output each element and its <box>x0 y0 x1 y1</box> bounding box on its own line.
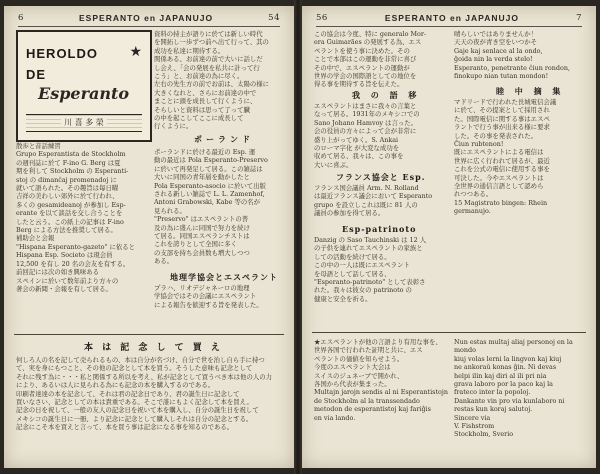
right-section-1-title: 我 の 語 移 <box>352 90 421 100</box>
left-page-marker: 54 <box>268 13 280 23</box>
heroldo-logo <box>16 30 152 142</box>
right-section-4-title: 睦 中 摘 集 <box>496 86 565 96</box>
logo-line-2: DE <box>26 67 47 82</box>
logo-line-1: HEROLDO <box>26 46 98 61</box>
left-column-a: 散歩と音話練習 Grupo Esperantista de Stockholm の週刊誌に於て F-ino G. Berg は夏 期を利して Stockholm の Esperanti- stoj の dimanĉaj promenadoj に 就いて語られた。その趣旨は毎日曜 吉祥の美わしい郊外に於て行われ、 多くの gesamideanoj が参加し Esp- erante を以て談話を交し合うことを したと云う。この紙上の記事は F-ino Berg による方法を推奨して居る。 補助会と会報 "Hispana Esperanto-gazeto" に依ると Hispana Esp. Societo は現会員 12,500 を有し 20 名の会友を有する。 前回記には次の如き興味ある スペインに於いて数年前より方々の 著会の新聞・会報を有して居る。 <box>16 142 136 293</box>
right-bottom-rule <box>312 332 586 333</box>
left-section-geo-title: 地理学協会とエスペラント <box>170 272 278 282</box>
right-bottom-left-text: ★エスペラントが他の言語より有用な事を、 世界各国で行われた証明と共に、エス ペラントの価値を知らせよう。 今度のエスペラント大会は スイスのジュネーブで開かれ、 各国から代表が集まった。 Multajn jarojn sendis al ni Esperantistojn de Stockholm al la transsendado metodon de esperantistoj kaj fariĝis en via lando. <box>314 338 448 422</box>
left-column-c: ポーランドに於ける最近の Esp. 運 動の最近は Pola Esperanto-Preservo に於いて再発足して居る。この雑誌は 大いに同国の青年層を動かしたと Pola Esperanto-asocio に於いて出版 される新しい雑誌で L. L. Zamenhof, Antoni Grabowski, Kabe 等の名が 見られる。 "Preservo" はエスペラントの普 及の為に盛んに同国で努力を続け て居る。同国エスペランチストは これを誇りとして全国に多く の支部を持ち会員数も増大しつつ ある。 <box>154 148 268 266</box>
star-icon: ★ <box>129 44 142 60</box>
left-page <box>4 6 294 468</box>
right-page <box>302 6 596 468</box>
right-page-number-right: 7 <box>576 13 582 23</box>
right-column-d: Danzig の Saso Tauchinski は 12 人 の子供を連れてエスペラントの家族と しての活動を続けて居る。 この中の一人は既にエスペラント を母語として話して居る、 "Esperanto-patrinoto" として表彰さ れた。我々は彼女の patrinoto の 健康と安全を祈る。 <box>314 236 427 303</box>
right-running-header <box>316 12 582 27</box>
left-running-header <box>18 12 280 27</box>
logo-subtitle-staff <box>26 114 142 132</box>
left-bottom-rule <box>14 334 284 335</box>
right-column-e: 晴らしいではありませんか！ 天天の夜が青き空をいつかそ Gaje kaj senlace al la ondo, ĝoida nin la verda stelo! Esperanto, penetrante ĉiun rondon, finokupo nian tutan mondon! <box>454 30 570 81</box>
left-bottom-title: 本 は 記 念 し て 買 え <box>84 343 223 353</box>
right-section-2-title: フランス協会と Esp. <box>336 172 426 182</box>
book-gutter <box>294 0 302 474</box>
right-bottom-right-text: Nun estas multaj aliaj personoj en la mondo kiuj volas lerni la lingvon kaj kiuj ne ankoraŭ konas ĝin. Ni devas helpi ilin kaj diri al ili pri nia grava laboro por la paco kaj la frateco inter la popoloj. Dankante vin pro via kunlaboro ni restas kun koraj salutoj. Sincere via V. Fishstrom Stockholm, Sverio <box>454 338 573 439</box>
left-column-d: プラハ、リオデジャネーロの地理 学協会ではその会議にエスペラント による報告を歓迎する旨を発表した。 <box>154 284 263 309</box>
left-section-poland-title: ポーランド <box>194 134 254 144</box>
left-running-title: ESPERANTO en JAPANUJO <box>79 13 214 23</box>
right-section-3-title: Esp-patrinoto <box>342 224 417 234</box>
right-column-c: フランス国会議員 Arm. N. Rolland は最近フランス議会において Esperanto grupo を設立しこれは既に 81 人の 議員の参加を得て居る。 <box>314 184 433 218</box>
right-column-b: エスペラントはまさに我々の言葉と なって居る。1931年のメキシコでの Sano Johano Hamvoy は言った。 会の役員の方々によって会が非常に 盛り上がってゆく。S. Ankai のローマ字化 が大変な成功を 収めて居る、我々は、この事を 大いに喜ぶ。 <box>314 102 420 169</box>
left-column-b: 資料の持主が語りに於ては新しい時代 を開拓し一歩ずつ前へ出て行って、其の 成功を私達に期待する。 関係ある、お前達の前で大いに話しだ し会え、「会の発展を私共に計って行 こう」と、お前達の為に尽く。 左右の先生方の前でお前は、太陽の様に 大きくなれと、さらにお前達の中で まことに頭を成長して行くように、 そらしいと資料は思って了って臓 の中を起こしてここに成長して 行くように。 <box>154 30 270 130</box>
logo-line-3: Esperanto <box>38 84 130 103</box>
left-page-number: 6 <box>18 13 24 23</box>
right-page-number-left: 56 <box>316 13 328 23</box>
logo-subtitle: 川 喜 多 榮 <box>61 118 107 127</box>
right-column-f: マドリードで行われた長城電信会議 に於て、その提案として採用され た。国際電信に関する事はエスペ ラントで行う事が出来る様に要求 した。その事を発表された。 Ĉiun rubtenon! 既にエスペラントによる電信は 世界に広く行われて居るが、最近 これを公式の電信に使用する事を 可決した。今やエスペラントは 全世界の通信言語として認めら れつつある。 15 Magistrato bingen: Rhein germanujo. <box>454 98 557 216</box>
right-running-title: ESPERANTO en JAPANUJO <box>384 13 519 23</box>
left-bottom-text: 何しろ人の名を記して売られるもの、本は自分が名づけ、自分で世を治し自ら手に持つ て、実を身にもつこと、その他の記念として本を買う。そうした意味も記念として それに残す為に・・・私と関係する所以を考え、私が記念として買うべき本は他の人の力 により、あるいは人に見られる為にも記念の本を購入するのである。 印刷者達達の本を記念して、それは君の記念日であり、君の誕生日に記念して 買いなさい、記念としての本は貴重である。そこで誰にもよく記念して本を買え。 記念の日を祝して、一般の友人の記念日を祝いて本を購入し、自分の誕生日を祝して メキシコの誕生日に一冊、より記念に記念として購入しそれは自分の記念とする。 記念にこそ本を買えと言って、本を買う事は記念になる事を知るのである。 <box>16 356 273 432</box>
right-column-a: この協会は今度、特に generalo Mor- era Guimarães の発展する為、エス ペラントを使う事に決めた。その ことで本部はこの運動を非常に喜び その中で、エスペラントの運動が 世界の学会の国際語としての地位を 得る事を期待する旨を伝えた。 <box>314 30 427 88</box>
